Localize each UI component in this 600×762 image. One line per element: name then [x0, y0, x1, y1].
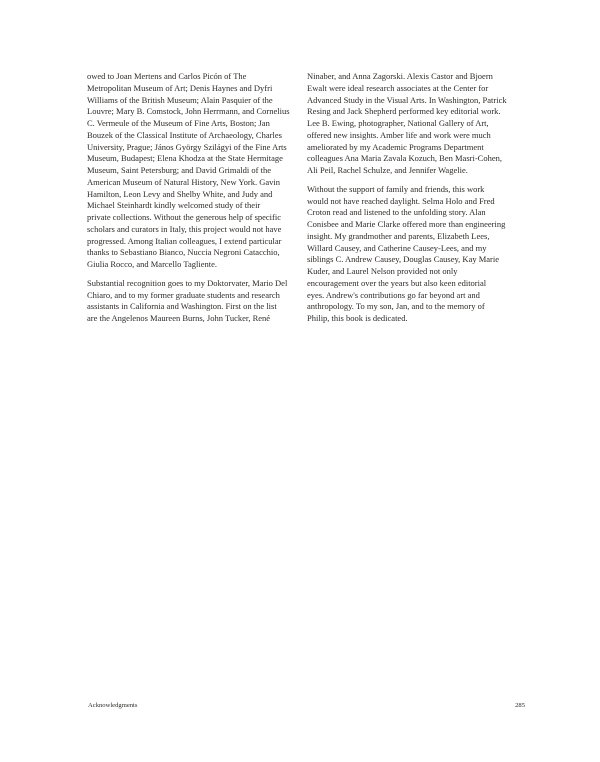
paragraph [87, 71, 301, 271]
text-line: University, Prague; János György Szilágyi of the Fine Arts [87, 141, 287, 152]
right-text-column [307, 71, 525, 325]
text-line: Louvre; Mary B. Comstock, John Herrmann, and Cornelius [87, 106, 290, 117]
text-line: thanks to Sebastiano Bianco, Nuccia Negroni Catacchio, [87, 247, 280, 258]
text-line: Philip, this book is dedicated. [307, 313, 408, 323]
text-line: Michael Steinhardt kindly welcomed study of their [87, 200, 261, 211]
page-number: 285 [515, 702, 525, 709]
text-line: are the Angelenos Maureen Burns, John Tucker, René [87, 313, 271, 323]
text-line: colleagues Ana Maria Zavala Kozuch, Ben Masri-Cohen, [307, 153, 502, 164]
text-line: Advanced Study in the Visual Arts. In Washington, Patrick [307, 94, 507, 105]
paragraph [87, 278, 301, 325]
text-line: Giulia Rocco, and Marcello Tagliente. [87, 259, 218, 269]
text-line: Ali Peil, Rachel Schulze, and Jennifer Wagelie. [307, 165, 468, 175]
text-line: Museum, Saint Petersburg; and David Grimaldi of the [87, 165, 271, 175]
text-line: Hamilton, Leon Levy and Shelby White, and Judy and [87, 188, 273, 199]
text-line: scholars and curators in Italy, this project would not have [87, 223, 282, 234]
text-line: Lee B. Ewing, photographer, National Gallery of Art, [307, 118, 489, 128]
paragraph [307, 71, 525, 177]
text-line: siblings C. Andrew Causey, Douglas Causey, Kay Marie [307, 254, 500, 265]
left-text-column [87, 71, 301, 325]
text-line: offered new insights. Amber life and work were much [307, 129, 491, 140]
text-line: eyes. Andrew's contributions go far beyond art and [307, 289, 480, 300]
text-line: Without the support of family and friends, this work [307, 183, 485, 194]
text-line: Metropolitan Museum of Art; Denis Haynes and Dyfri [87, 82, 273, 93]
running-footer-label: Acknowledgments [88, 702, 138, 709]
text-line: owed to Joan Mertens and Carlos Picón of The [87, 71, 247, 81]
text-line: progressed. Among Italian colleagues, I extend particular [87, 235, 282, 246]
text-line: C. Vermeule of the Museum of Fine Arts, Boston; Jan [87, 118, 270, 128]
text-line: Kuder, and Laurel Nelson provided not only [307, 266, 458, 276]
text-line: insight. My grandmother and parents, Elizabeth Lees, [307, 230, 490, 241]
text-line: Conisbee and Marie Clarke offered more than engineering [307, 219, 506, 229]
text-line: anthropology. To my son, Jan, and to the memory of [307, 301, 485, 312]
text-line: ameliorated by my Academic Programs Department [307, 141, 484, 152]
text-line: Ewalt were ideal research associates at the Center for [307, 82, 489, 93]
text-line: would not have reached daylight. Selma Holo and Fred [307, 195, 495, 206]
text-line: assistants in California and Washington. First on the list [87, 301, 277, 312]
text-line: Willard Causey, and Catherine Causey-Lees, and my [307, 242, 487, 253]
paragraph [307, 184, 525, 325]
text-line: Bouzek of the Classical Institute of Archaeology, Charles [87, 129, 282, 140]
text-line: private collections. Without the generous help of specific [87, 212, 281, 222]
text-line: Croton read and listened to the unfolding story. Alan [307, 207, 486, 218]
text-line: Chiaro, and to my former graduate students and research [87, 289, 280, 300]
text-line: Resing and Jack Shepherd performed key editorial work. [307, 106, 501, 117]
text-line: encouragement over the years but also keen editorial [307, 277, 487, 288]
text-line: American Museum of Natural History, New York. Gavin [87, 176, 281, 187]
text-line: Williams of the British Museum; Alain Pasquier of the [87, 94, 273, 105]
text-line: Ninaber, and Anna Zagorski. Alexis Castor and Bjoern [307, 71, 493, 81]
text-line: Substantial recognition goes to my Doktorvater, Mario Del [87, 277, 288, 288]
text-line: Museum, Budapest; Elena Khodza at the State Hermitage [87, 153, 283, 164]
